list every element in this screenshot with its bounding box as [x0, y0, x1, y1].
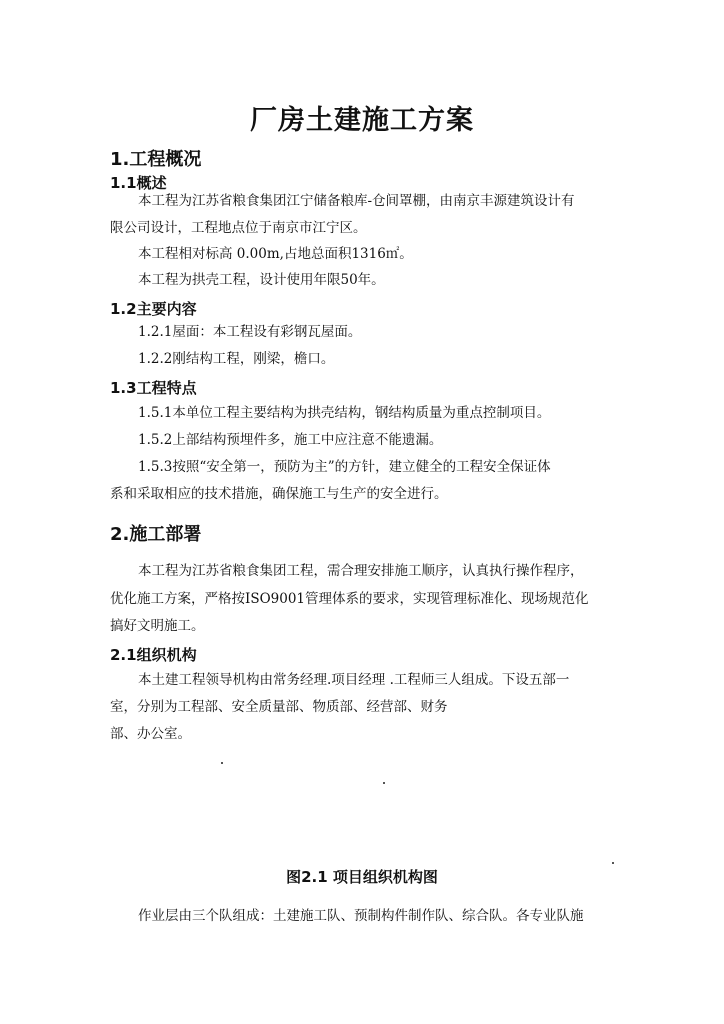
paragraph-line: 优化施工方案，严格按ISO9001管理体系的要求，实现管理标准化、现场规范化: [110, 591, 589, 607]
list-item: 1.5.2上部结构预埋件多，施工中应注意不能遗漏。: [138, 432, 443, 448]
list-item: 1.2.2刚结构工程，刚梁，檐口。: [138, 351, 335, 367]
paragraph-line: 部、办公室。: [110, 726, 191, 742]
list-item: 1.5.1本单位工程主要结构为拱壳结构，钢结构质量为重点控制项目。: [138, 405, 551, 421]
paragraph-line: 本工程为江苏省粮食集团江宁储备粮库-仓间罩棚，由南京丰源建筑设计有: [138, 193, 575, 209]
stray-mark: [612, 862, 614, 864]
figure-caption: 图2.1 项目组织机构图: [286, 868, 438, 886]
list-item: 1.5.3按照“安全第一，预防为主”的方针，建立健全的工程安全保证体: [138, 459, 551, 475]
section-1-1-heading: 1.1概述: [110, 174, 167, 192]
stray-mark: [383, 782, 385, 784]
paragraph-line: 本工程为江苏省粮食集团工程，需合理安排施工顺序，认真执行操作程序，: [138, 563, 584, 579]
list-item: 1.2.1屋面：本工程设有彩钢瓦屋面。: [138, 324, 362, 340]
paragraph-line: 本工程为拱壳工程，设计使用年限50年。: [138, 272, 385, 288]
section-1-3-heading: 1.3工程特点: [110, 379, 197, 397]
paragraph-line: 作业层由三个队组成：土建施工队、预制构件制作队、综合队。各专业队施: [138, 908, 584, 924]
page-title: 厂房土建施工方案: [250, 105, 474, 136]
section-1-heading: 1.工程概况: [110, 149, 202, 170]
paragraph-line: 限公司设计，工程地点位于南京市江宁区。: [110, 220, 367, 236]
section-2-1-heading: 2.1组织机构: [110, 646, 197, 664]
section-1-2-heading: 1.2主要内容: [110, 300, 197, 318]
paragraph-line: 本工程相对标高 0.00m,占地总面积1316㎡。: [138, 246, 413, 262]
paragraph-line: 搞好文明施工。: [110, 618, 205, 634]
paragraph-line: 室，分别为工程部、安全质量部、物质部、经营部、财务: [110, 699, 448, 715]
stray-mark: [221, 762, 223, 764]
section-2-heading: 2.施工部署: [110, 524, 202, 545]
paragraph-line: 本土建工程领导机构由常务经理.项目经理 .工程师三人组成。下设五部一: [138, 672, 570, 688]
paragraph-line: 系和采取相应的技术措施，确保施工与生产的安全进行。: [110, 486, 448, 502]
